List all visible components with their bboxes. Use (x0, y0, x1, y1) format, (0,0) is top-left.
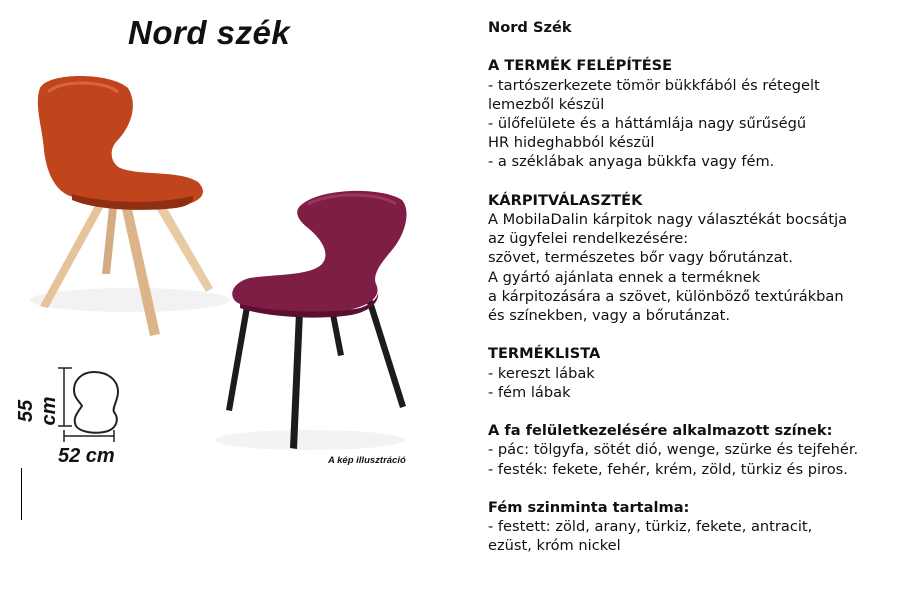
construction-line: - tartószerkezete tömör bükkfából és rétegelt (488, 76, 820, 94)
margin-mark (21, 468, 22, 520)
upholstery-line: az ügyfelei rendelkezésére: (488, 230, 689, 248)
product-description (488, 18, 898, 556)
product-list-item: - fém lábak (488, 383, 571, 401)
construction-line: - a széklábak anyaga bükkfa vagy fém. (488, 153, 775, 171)
section-heading-wood-colors: A fa felületkezelésére alkalmazott színek: (488, 422, 833, 440)
section-heading-upholstery: KÁRPITVÁLASZTÉK (488, 191, 643, 209)
upholstery-line: szövet, természetes bőr vagy bőrutánzat. (488, 249, 793, 267)
page-title: Nord szék (128, 14, 291, 51)
wood-colors-line: - pác: tölgyfa, sötét dió, wenge, szürke és tejfehér. (488, 441, 859, 459)
image-caption: A kép illusztráció (328, 455, 406, 466)
orange-chair-image (30, 76, 230, 336)
construction-line: HR hideghabból készül (488, 134, 655, 152)
section-heading-construction: A TERMÉK FELÉPÍTÉSE (488, 57, 673, 75)
upholstery-line: A MobilaDalin kárpitok nagy választékát bocsátja (488, 211, 848, 228)
metal-colors-line: - festett: zöld, arany, türkiz, fekete, antracit, (488, 518, 813, 536)
upholstery-line: és színekben, vagy a bőrutánzat. (488, 307, 731, 325)
product-name: Nord Szék (488, 19, 572, 36)
section-heading-product-list: TERMÉKLISTA (488, 345, 601, 363)
construction-line: - ülőfelülete és a háttámlája nagy sűrűségű (488, 115, 807, 132)
wood-colors-line: - festék: fekete, fehér, krém, zöld, türkiz és piros. (488, 460, 848, 478)
height-dimension-label: 55 cm (15, 396, 60, 426)
purple-chair-image (215, 191, 407, 450)
upholstery-line: a kárpitozására a szövet, különböző textúrákban (488, 287, 844, 305)
metal-colors-line: ezüst, króm nickel (488, 537, 621, 555)
product-list-item: - kereszt lábak (488, 364, 595, 382)
width-dimension-label: 52 cm (58, 445, 115, 467)
upholstery-line: A gyártó ajánlata ennek a terméknek (488, 268, 761, 286)
construction-line: lemezből készül (488, 95, 605, 113)
section-heading-metal-colors: Fém szinminta tartalma: (488, 499, 690, 516)
